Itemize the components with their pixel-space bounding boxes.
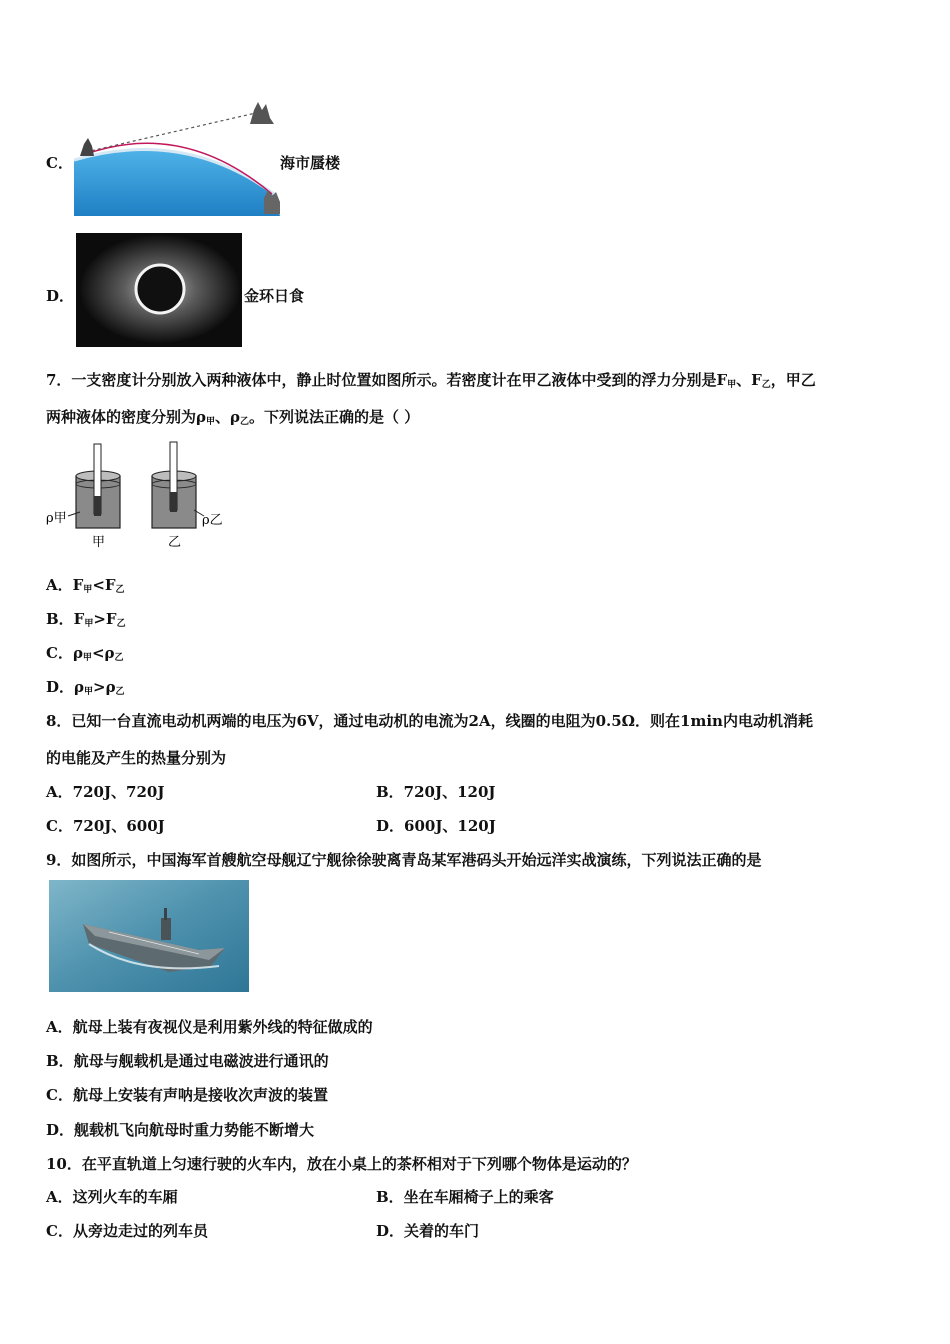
q8-option-a[interactable]: A．720J、720J (46, 783, 165, 801)
q7-stem2-sub-yi: 乙 (239, 417, 249, 427)
q6-option-c-label: C． (46, 154, 73, 172)
fig-rho-right: ρ乙 (202, 513, 223, 528)
q7-opt-a-mid: <F (92, 576, 116, 594)
fig-label-left: 甲 (92, 535, 106, 550)
q10-option-d[interactable]: D．关着的车门 (376, 1222, 480, 1240)
q7-opt-d-sub2: 乙 (115, 687, 125, 697)
q9-option-c[interactable]: C．航母上安装有声呐是接收次声波的装置 (46, 1086, 328, 1104)
q7-opt-d-mid: >ρ (93, 678, 116, 696)
q8-stem-line1: 8．已知一台直流电动机两端的电压为6V，通过电动机的电流为2A，线圈的电阻为0.5Ω．则在1min内电动机消耗 (46, 712, 813, 730)
q7-option-d[interactable] (46, 677, 125, 702)
q9-option-a[interactable]: A．航母上装有夜视仪是利用紫外线的特征做成的 (46, 1018, 373, 1036)
q7-sub-jia: 甲 (727, 380, 737, 390)
q10-option-a[interactable]: A．这列火车的车厢 (46, 1188, 178, 1206)
mirage-image (74, 98, 280, 216)
q7-opt-b-mid: >F (93, 610, 117, 628)
hydrometer-figure (46, 440, 226, 552)
q7-option-b[interactable] (46, 609, 126, 634)
q7-stem2-sub-jia: 甲 (205, 417, 215, 427)
q7-opt-b-sub1: 甲 (84, 619, 94, 629)
q8-stem-line2: 的电能及产生的热量分别为 (46, 749, 227, 767)
q7-stem2-sep: 、ρ (215, 408, 240, 426)
q7-sep: 、F (736, 371, 762, 389)
q7-option-a[interactable] (46, 575, 125, 600)
q7-opt-c-sub2: 乙 (114, 653, 124, 663)
q8-option-d[interactable]: D．600J、120J (376, 817, 496, 835)
q7-opt-a-sub1: 甲 (83, 585, 93, 595)
q9-option-b[interactable]: B．航母与舰载机是通过电磁波进行通讯的 (46, 1052, 329, 1070)
q10-option-c[interactable]: C．从旁边走过的列车员 (46, 1222, 208, 1240)
fig-rho-left: ρ甲 (46, 511, 67, 526)
q7-opt-a-sub2: 乙 (115, 585, 125, 595)
q7-option-c[interactable] (46, 643, 124, 668)
q7-opt-b-sub2: 乙 (116, 619, 126, 629)
q7-opt-a-pre: A．F (46, 576, 84, 594)
q10-stem: 10．在平直轨道上匀速行驶的火车内，放在小桌上的茶杯相对于下列哪个物体是运动的？ (46, 1155, 637, 1173)
q7-stem-text: 7．一支密度计分别放入两种液体中，静止时位置如图所示。若密度计在甲乙液体中受到的浮力分别是F (46, 371, 728, 389)
q7-opt-c-sub1: 甲 (82, 653, 92, 663)
q6-option-d-caption: 金环日食 (244, 287, 305, 305)
q6-option-c-caption: 海市蜃楼 (280, 154, 341, 172)
q7-stem-line1 (46, 370, 816, 395)
fig-label-right: 乙 (168, 535, 182, 550)
q8-option-c[interactable]: C．720J、600J (46, 817, 165, 835)
q6-option-d-label: D． (46, 287, 75, 305)
aircraft-carrier-image (49, 880, 249, 992)
q7-opt-c-mid: <ρ (91, 644, 115, 662)
q7-opt-c-pre: C．ρ (46, 644, 83, 662)
q7-stem2-text: 两种液体的密度分别为ρ (46, 408, 206, 426)
q9-option-d[interactable]: D．舰载机飞向航母时重力势能不断增大 (46, 1121, 315, 1139)
q7-stem-line2 (46, 407, 419, 432)
q7-stem2-end: 。下列说法正确的是（ ） (249, 408, 420, 426)
q7-opt-b-pre: B．F (46, 610, 85, 628)
q9-stem: 9．如图所示，中国海军首艘航空母舰辽宁舰徐徐驶离青岛某军港码头开始远洋实战演练，下列说法正确的是 (46, 851, 762, 869)
q10-option-b[interactable]: B．坐在车厢椅子上的乘客 (376, 1188, 554, 1206)
q7-sub-yi: 乙 (761, 380, 771, 390)
q7-opt-d-pre: D．ρ (46, 678, 84, 696)
q7-stem-end: ，甲乙 (770, 371, 816, 389)
q7-opt-d-sub1: 甲 (83, 687, 93, 697)
q8-option-b[interactable]: B．720J、120J (376, 783, 496, 801)
solar-eclipse-image (76, 233, 242, 347)
